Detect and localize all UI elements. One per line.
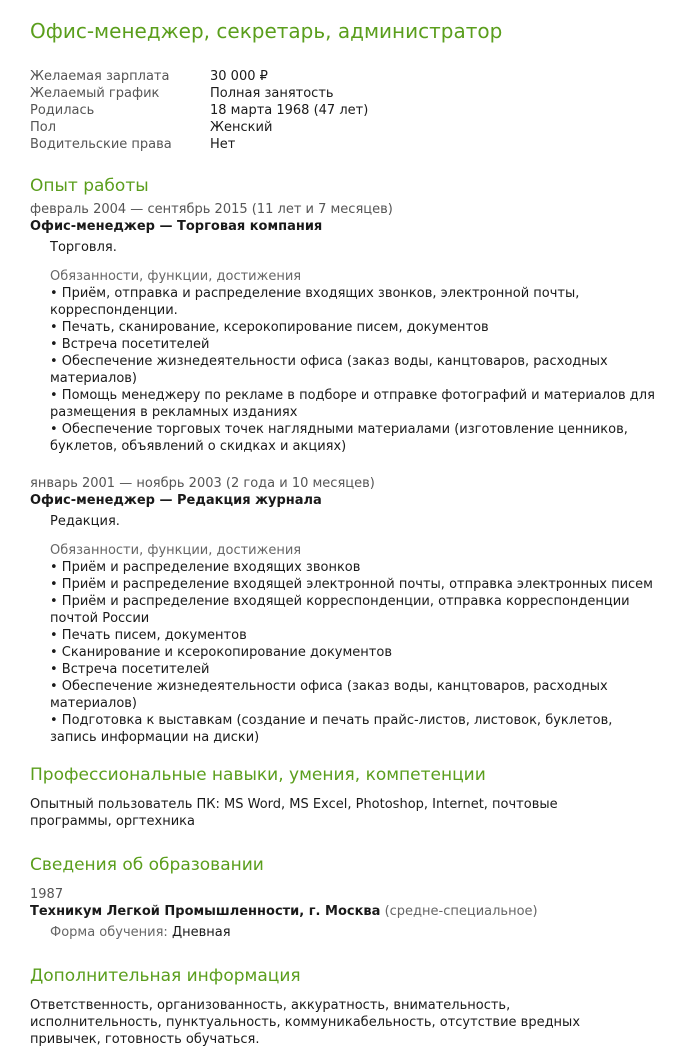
job-description: Редакция.: [50, 514, 120, 529]
job-entry: [30, 201, 680, 455]
duties-heading: Обязанности, функции, достижения: [50, 543, 302, 558]
job-dates: февраль 2004 — сентябрь 2015 (11 лет и 7 месяцев): [30, 202, 393, 217]
job-description: Торговля.: [50, 240, 117, 255]
info-label: Водительские права: [30, 137, 172, 152]
duty-item: • Приём, отправка и распределение входящих звонков, электронной почты, корреспонденции.: [50, 286, 580, 318]
education-institution: Техникум Легкой Промышленности, г. Москва: [30, 904, 381, 919]
duty-item: • Встреча посетителей: [50, 337, 210, 352]
job-position: Офис-менеджер — Торговая компания: [30, 219, 323, 234]
duty-item: • Помощь менеджеру по рекламе в подборе и отправке фотографий и материалов для размещения в рекламных изданиях: [50, 388, 655, 420]
duty-item: • Печать писем, документов: [50, 628, 247, 643]
info-value: 30 000 ₽: [210, 69, 268, 84]
education-form: [30, 924, 680, 941]
duty-item: • Приём и распределение входящей электронной почты, отправка электронных писем: [50, 577, 653, 592]
duty-item: • Обеспечение жизнедеятельности офиса (заказ воды, канцтоваров, расходных материалов): [50, 354, 608, 386]
duty-item: • Встреча посетителей: [50, 662, 210, 677]
education-form-value: Дневная: [171, 925, 231, 940]
education-year: 1987: [30, 887, 64, 902]
duties-list: [50, 285, 680, 455]
education-heading: Сведения об образовании: [30, 855, 264, 875]
info-label: Желаемый график: [30, 86, 160, 101]
info-value: Полная занятость: [210, 86, 334, 101]
page-title: Офис-менеджер, секретарь, администратор: [30, 19, 503, 43]
duty-item: • Приём и распределение входящих звонков: [50, 560, 361, 575]
education-level: (средне-специальное): [384, 904, 538, 919]
duty-item: • Обеспечение торговых точек наглядными материалами (изготовление ценников, буклетов, объявлений о скидках и акциях): [50, 422, 628, 454]
job-entry: [30, 475, 680, 746]
info-value: Женский: [210, 120, 273, 135]
additional-text: Ответственность, организованность, аккуратность, внимательность, исполнительность, пунктуальность, коммуникабельность, отсутствие вредных привычек, готовность обучаться.: [30, 998, 581, 1047]
personal-info: [30, 68, 680, 153]
skills-text: Опытный пользователь ПК: MS Word, MS Excel, Photoshop, Internet, почтовые программы, оргтехника: [30, 797, 558, 829]
additional-heading: Дополнительная информация: [30, 966, 301, 986]
info-value: 18 марта 1968 (47 лет): [210, 103, 369, 118]
info-label: Желаемая зарплата: [30, 69, 170, 84]
job-position: Офис-менеджер — Редакция журнала: [30, 493, 322, 508]
education-institution-line: [30, 903, 680, 920]
experience-heading: Опыт работы: [30, 176, 149, 196]
skills-heading: Профессиональные навыки, умения, компетенции: [30, 765, 486, 785]
duty-item: • Печать, сканирование, ксерокопирование писем, документов: [50, 320, 489, 335]
info-value: Нет: [210, 137, 236, 152]
duties-list: [50, 559, 680, 746]
duties-heading: Обязанности, функции, достижения: [50, 269, 302, 284]
education-form-label: Форма обучения:: [50, 925, 168, 940]
duty-item: • Обеспечение жизнедеятельности офиса (заказ воды, канцтоваров, расходных материалов): [50, 679, 608, 711]
resume: [30, 18, 680, 1048]
job-dates: январь 2001 — ноябрь 2003 (2 года и 10 месяцев): [30, 476, 375, 491]
info-label: Родилась: [30, 103, 95, 118]
duty-item: • Сканирование и ксерокопирование документов: [50, 645, 392, 660]
info-label: Пол: [30, 120, 57, 135]
duty-item: • Приём и распределение входящей корреспонденции, отправка корреспонденции почтой России: [50, 594, 630, 626]
duty-item: • Подготовка к выставкам (создание и печать прайс-листов, листовок, буклетов, запись информации на диски): [50, 713, 613, 745]
